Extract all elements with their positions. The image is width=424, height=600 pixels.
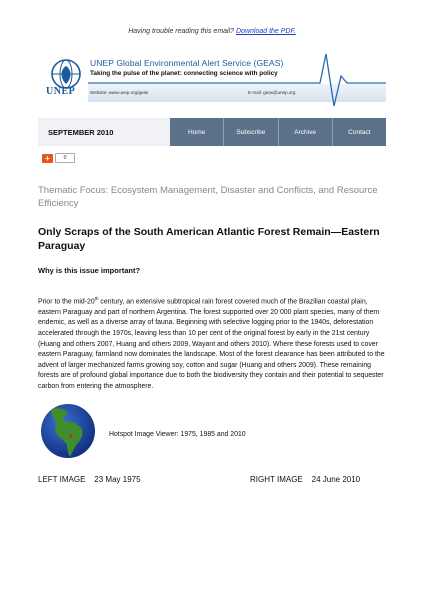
geas-tagline: Taking the pulse of the planet: connecting science with policy	[90, 70, 278, 77]
nav-bar	[38, 118, 386, 146]
article-headline: Only Scraps of the South American Atlantic Forest Remain—Eastern Paraguay	[38, 226, 380, 252]
edition-label: SEPTEMBER 2010	[38, 118, 170, 146]
body-superscript: th	[94, 296, 99, 301]
pdf-notice	[0, 28, 424, 35]
thematic-focus: Thematic Focus: Ecosystem Management, Disaster and Conflicts, and Resource Efficiency	[38, 185, 378, 209]
nav-contact[interactable]: Contact	[332, 118, 386, 146]
pulse-graphic	[38, 46, 386, 112]
section-heading: Why is this issue important?	[38, 266, 141, 275]
unep-logo-text: UNEP	[46, 86, 76, 97]
nav-archive[interactable]: Archive	[278, 118, 332, 146]
nav-subscribe[interactable]: Subscribe	[223, 118, 277, 146]
download-pdf-link[interactable]: Download the PDF.	[236, 28, 296, 35]
article-body	[38, 294, 388, 393]
nav-home[interactable]: Home	[187, 128, 206, 136]
body-text-rest: century, an extensive subtropical rain forest covered much of the Brazilian coastal plain, eastern Paraguay and part of northern Argentina. The forest supported over 20 000 plant species, many of them endemic, as well as a diverse array of fauna. Beginning with selective logging prior to the 1940s, deforestation accelerated through the 1970s, leaving less than 10 per cent of the original forest by early in the 21st century (Huang and others 2007, Huang and others 2009, Wayant and others 2010). Where these forests used to cover eastern Paraguay, farmland now dominates the landscape. Most of the forest clearance has been attributed to the advent of larger mechanized farms growing soy, cotton and sugar (Huang and others 2009). These remaining forests are of profound global importance due to both the biodiversity they contain and their potential to sequester carbon from entering the atmosphere.	[38, 298, 385, 391]
body-text-start: Prior to the mid-20	[38, 298, 95, 306]
geas-title: UNEP Global Environmental Alert Service (GEAS)	[90, 58, 284, 68]
email-link[interactable]: E-mail: geas@unep.org	[248, 90, 296, 95]
hotspot-viewer-label[interactable]: Hotspot Image Viewer: 1975, 1985 and 2010	[109, 431, 246, 438]
share-plus-icon[interactable]: +	[42, 154, 53, 163]
pdf-notice-text: Having trouble reading this email?	[128, 28, 235, 35]
nav-links	[170, 118, 386, 146]
geas-banner	[38, 46, 386, 112]
right-image-caption: RIGHT IMAGE 24 June 2010	[250, 475, 361, 484]
left-image-caption: LEFT IMAGE 23 May 1975	[38, 475, 141, 484]
share-widget	[42, 153, 75, 163]
share-count: 0	[55, 153, 75, 163]
website-link[interactable]: Website: www.unep.org/geas	[90, 90, 149, 95]
globe-icon[interactable]	[40, 403, 96, 459]
unep-logo	[46, 56, 86, 108]
